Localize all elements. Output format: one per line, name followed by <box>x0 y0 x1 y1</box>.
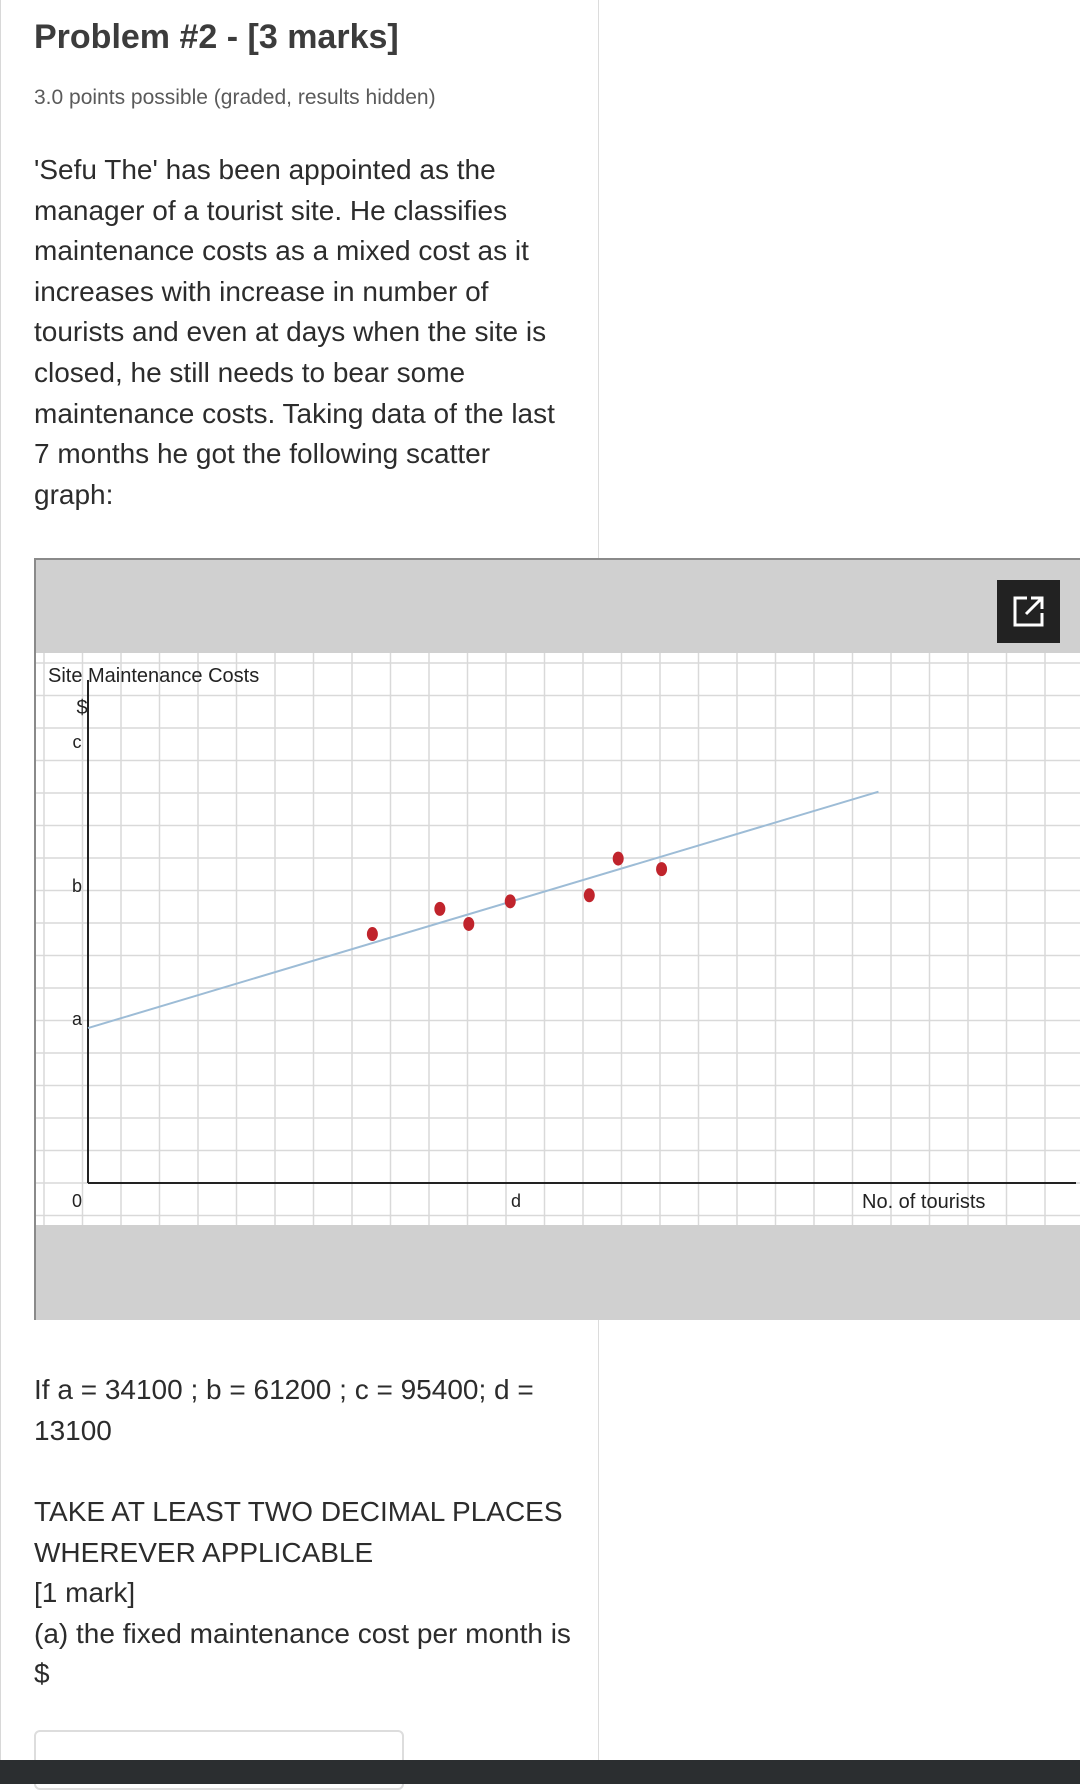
given-values: If a = 34100 ; b = 61200 ; c = 95400; d = 13100 <box>34 1374 534 1446</box>
x-tick-d: d <box>510 1191 522 1211</box>
y-tick-zero: 0 <box>71 1191 83 1211</box>
y-tick-a: a <box>71 1009 83 1029</box>
data-point-1 <box>367 927 378 941</box>
problem-description: 'Sefu The' has been appointed as the manager of a tourist site. He classifies maintenance costs as a mixed cost as it increases with increase in number of tourists and even at days when the site is closed, he still needs to bear some maintenance costs. Taking data of the last 7 months he got the following scatter graph: <box>34 154 555 510</box>
data-point-4 <box>505 894 516 908</box>
instruction-text: TAKE AT LEAST TWO DECIMAL PLACES WHEREVER APPLICABLE <box>34 1496 563 1568</box>
y-tick-b: b <box>71 876 83 896</box>
open-in-new-window-button[interactable] <box>997 580 1060 643</box>
data-point-2 <box>434 902 445 916</box>
chart-title: Site Maintenance Costs <box>48 665 260 687</box>
question-part-a: (a) the fixed maintenance cost per month is $ <box>34 1617 571 1690</box>
bottom-toolbar <box>0 1760 1080 1784</box>
y-axis-label: $ <box>76 697 88 719</box>
scatter-chart <box>36 653 1080 1225</box>
question-block <box>34 1492 594 1695</box>
x-axis-label: No. of tourists <box>862 1191 986 1213</box>
marks-label: [1 mark] <box>34 1577 136 1609</box>
data-point-3 <box>463 917 474 931</box>
data-point-5 <box>584 888 595 902</box>
points-info: 3.0 points possible (graded, results hidden) <box>34 86 436 109</box>
data-point-6 <box>613 852 624 866</box>
data-point-7 <box>656 862 667 876</box>
external-link-icon <box>997 580 1060 643</box>
chart-background <box>36 653 1080 1225</box>
problem-title: Problem #2 - [3 marks] <box>34 18 399 56</box>
left-border <box>0 0 1 1784</box>
y-tick-c: c <box>72 732 82 752</box>
